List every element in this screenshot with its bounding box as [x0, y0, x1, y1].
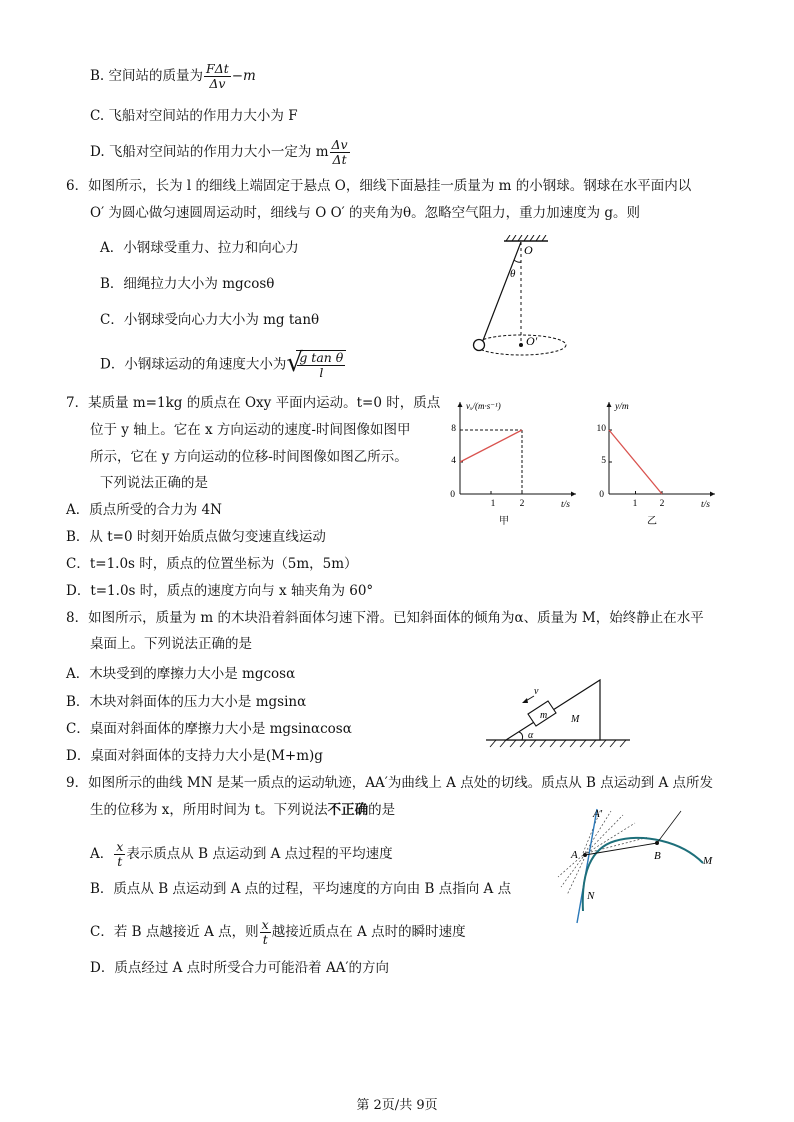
q9-option-c: C．若 B 点越接近 A 点，则 $\frac{x}{t}$ 越接近质点在 A 点时的瞬时速度 [90, 917, 466, 947]
origin-label: 0 [450, 490, 455, 500]
label-A: A [571, 849, 578, 861]
q6-option-d: D．小钢球运动的角速度大小为 √ $\frac{\text{g tan θ}}{l}$ [100, 350, 346, 380]
label-O: O [524, 243, 533, 257]
q9-option-a: A． $\frac{x}{t}$ 表示质点从 B 点运动到 A 点过程的平均速度 [90, 839, 393, 869]
series-line [460, 430, 522, 462]
q8-stem-line1: 8．如图所示，质量为 m 的木块沿着斜面体匀速下滑。已知斜面体的倾角为α、质量为 M，始终静止在水平 [66, 610, 704, 626]
y-tick-label: 8 [451, 424, 456, 434]
incline-figure [484, 672, 634, 748]
x-tick-label: 1 [632, 499, 638, 509]
curve-MN [583, 838, 703, 911]
q7-option-a: A．质点所受的合力为 4N [66, 502, 222, 518]
origin-label: 0 [599, 490, 604, 500]
q9-option-d: D．质点经过 A 点时所受合力可能沿着 AA′的方向 [90, 960, 390, 976]
q8-stem-line2: 桌面上。下列说法正确的是 [90, 636, 252, 652]
label-M: M [571, 714, 580, 725]
q9-stem-line1: 9．如图所示的曲线 MN 是某一质点的运动轨迹，AA′为曲线上 A 点处的切线。质点从 B 点运动到 A 点所发 [66, 775, 714, 791]
q6-option-a: A．小钢球受重力、拉力和向心力 [100, 240, 299, 256]
label-alpha: α [528, 730, 534, 741]
tangent-line-AA-prime [577, 809, 597, 923]
q9-option-b: B．质点从 B 点运动到 A 点的过程，平均速度的方向由 B 点指向 A 点 [90, 881, 512, 897]
q6-option-c: C．小钢球受向心力大小为 mg tanθ [100, 312, 320, 328]
label-v: v [534, 686, 539, 697]
q8-option-d: D．桌面对斜面体的支持力大小是(M+m)g [66, 748, 323, 764]
q5-option-c: C. 飞船对空间站的作用力大小为 F [90, 108, 298, 124]
x-axis-label: t/s [701, 500, 710, 510]
q7-option-c: C．t=1.0s 时，质点的位置坐标为（5m，5m） [66, 556, 358, 572]
page-footer: 第 2页/共 9页 [356, 1098, 438, 1113]
chart-caption: 乙 [647, 516, 657, 526]
q6-option-b: B．细绳拉力大小为 mgcosθ [100, 276, 275, 292]
q6-stem-line2: O′ 为圆心做匀速圆周运动时，细线与 O O′ 的夹角为θ。忽略空气阻力，重力加速度为 g。则 [90, 205, 641, 221]
y-tick-label: 4 [451, 456, 456, 466]
q7-stem-line3: 所示，它在 y 方向运动的位移-时间图像如图乙所示。 [90, 449, 408, 465]
label-m: m [540, 710, 548, 721]
label-O-prime: O′ [526, 334, 538, 348]
x-tick-label: 2 [659, 499, 665, 509]
q8-option-c: C．桌面对斜面体的摩擦力大小是 mgsinαcosα [66, 721, 352, 737]
x-axis-label: t/s [561, 500, 570, 510]
q7-stem-line2: 位于 y 轴上。它在 x 方向运动的速度-时间图像如图甲 [90, 422, 411, 438]
trajectory-figure [553, 803, 723, 933]
x-tick-label: 1 [490, 499, 496, 509]
chart-caption: 甲 [499, 516, 509, 526]
q7-option-b: B．从 t=0 时刻开始质点做匀变速直线运动 [66, 529, 326, 545]
q7-option-d: D．t=1.0s 时，质点的速度方向与 x 轴夹角为 60° [66, 583, 374, 599]
q7-stem-line4: 下列说法正确的是 [100, 475, 208, 491]
q8-option-b: B．木块对斜面体的压力大小是 mgsinα [66, 694, 307, 710]
y-axis-label: y/m [615, 402, 629, 412]
q6-stem-line1: 6．如图所示，长为 l 的细线上端固定于悬点 O，细线下面悬挂一质量为 m 的小钢球。钢球在水平面内以 [66, 178, 692, 194]
y-tick-label: 10 [597, 424, 606, 434]
label-theta: θ [510, 268, 516, 280]
q5-option-d: D. 飞船对空间站的作用力大小一定为 m $\frac{\Delta v}{\Delta t}$ [90, 137, 348, 167]
y-tick-label: 5 [601, 456, 606, 466]
y-axis-label: vₓ/(m·s⁻¹) [466, 401, 501, 411]
label-M: M [703, 855, 713, 867]
q9-stem-line2: 生的位移为 x，所用时间为 t。下列说法不正确的是 [90, 802, 396, 818]
q8-option-a: A．木块受到的摩擦力大小是 mgcosα [66, 666, 296, 682]
q5-option-b: B. 空间站的质量为 $\frac{\text{FΔt}}{\Delta v}$ −m [90, 61, 256, 91]
label-A-prime: A′ [593, 808, 603, 820]
series-line [609, 430, 662, 494]
label-B: B [654, 850, 661, 862]
x-tick-label: 2 [519, 499, 525, 509]
label-N: N [587, 890, 595, 902]
pendulum-figure [470, 235, 580, 370]
chart-vx-t [448, 398, 583, 526]
chart-y-t [597, 398, 722, 526]
q7-stem-line1: 7．某质量 m=1kg 的质点在 Oxy 平面内运动。t=0 时，质点 [66, 395, 441, 411]
